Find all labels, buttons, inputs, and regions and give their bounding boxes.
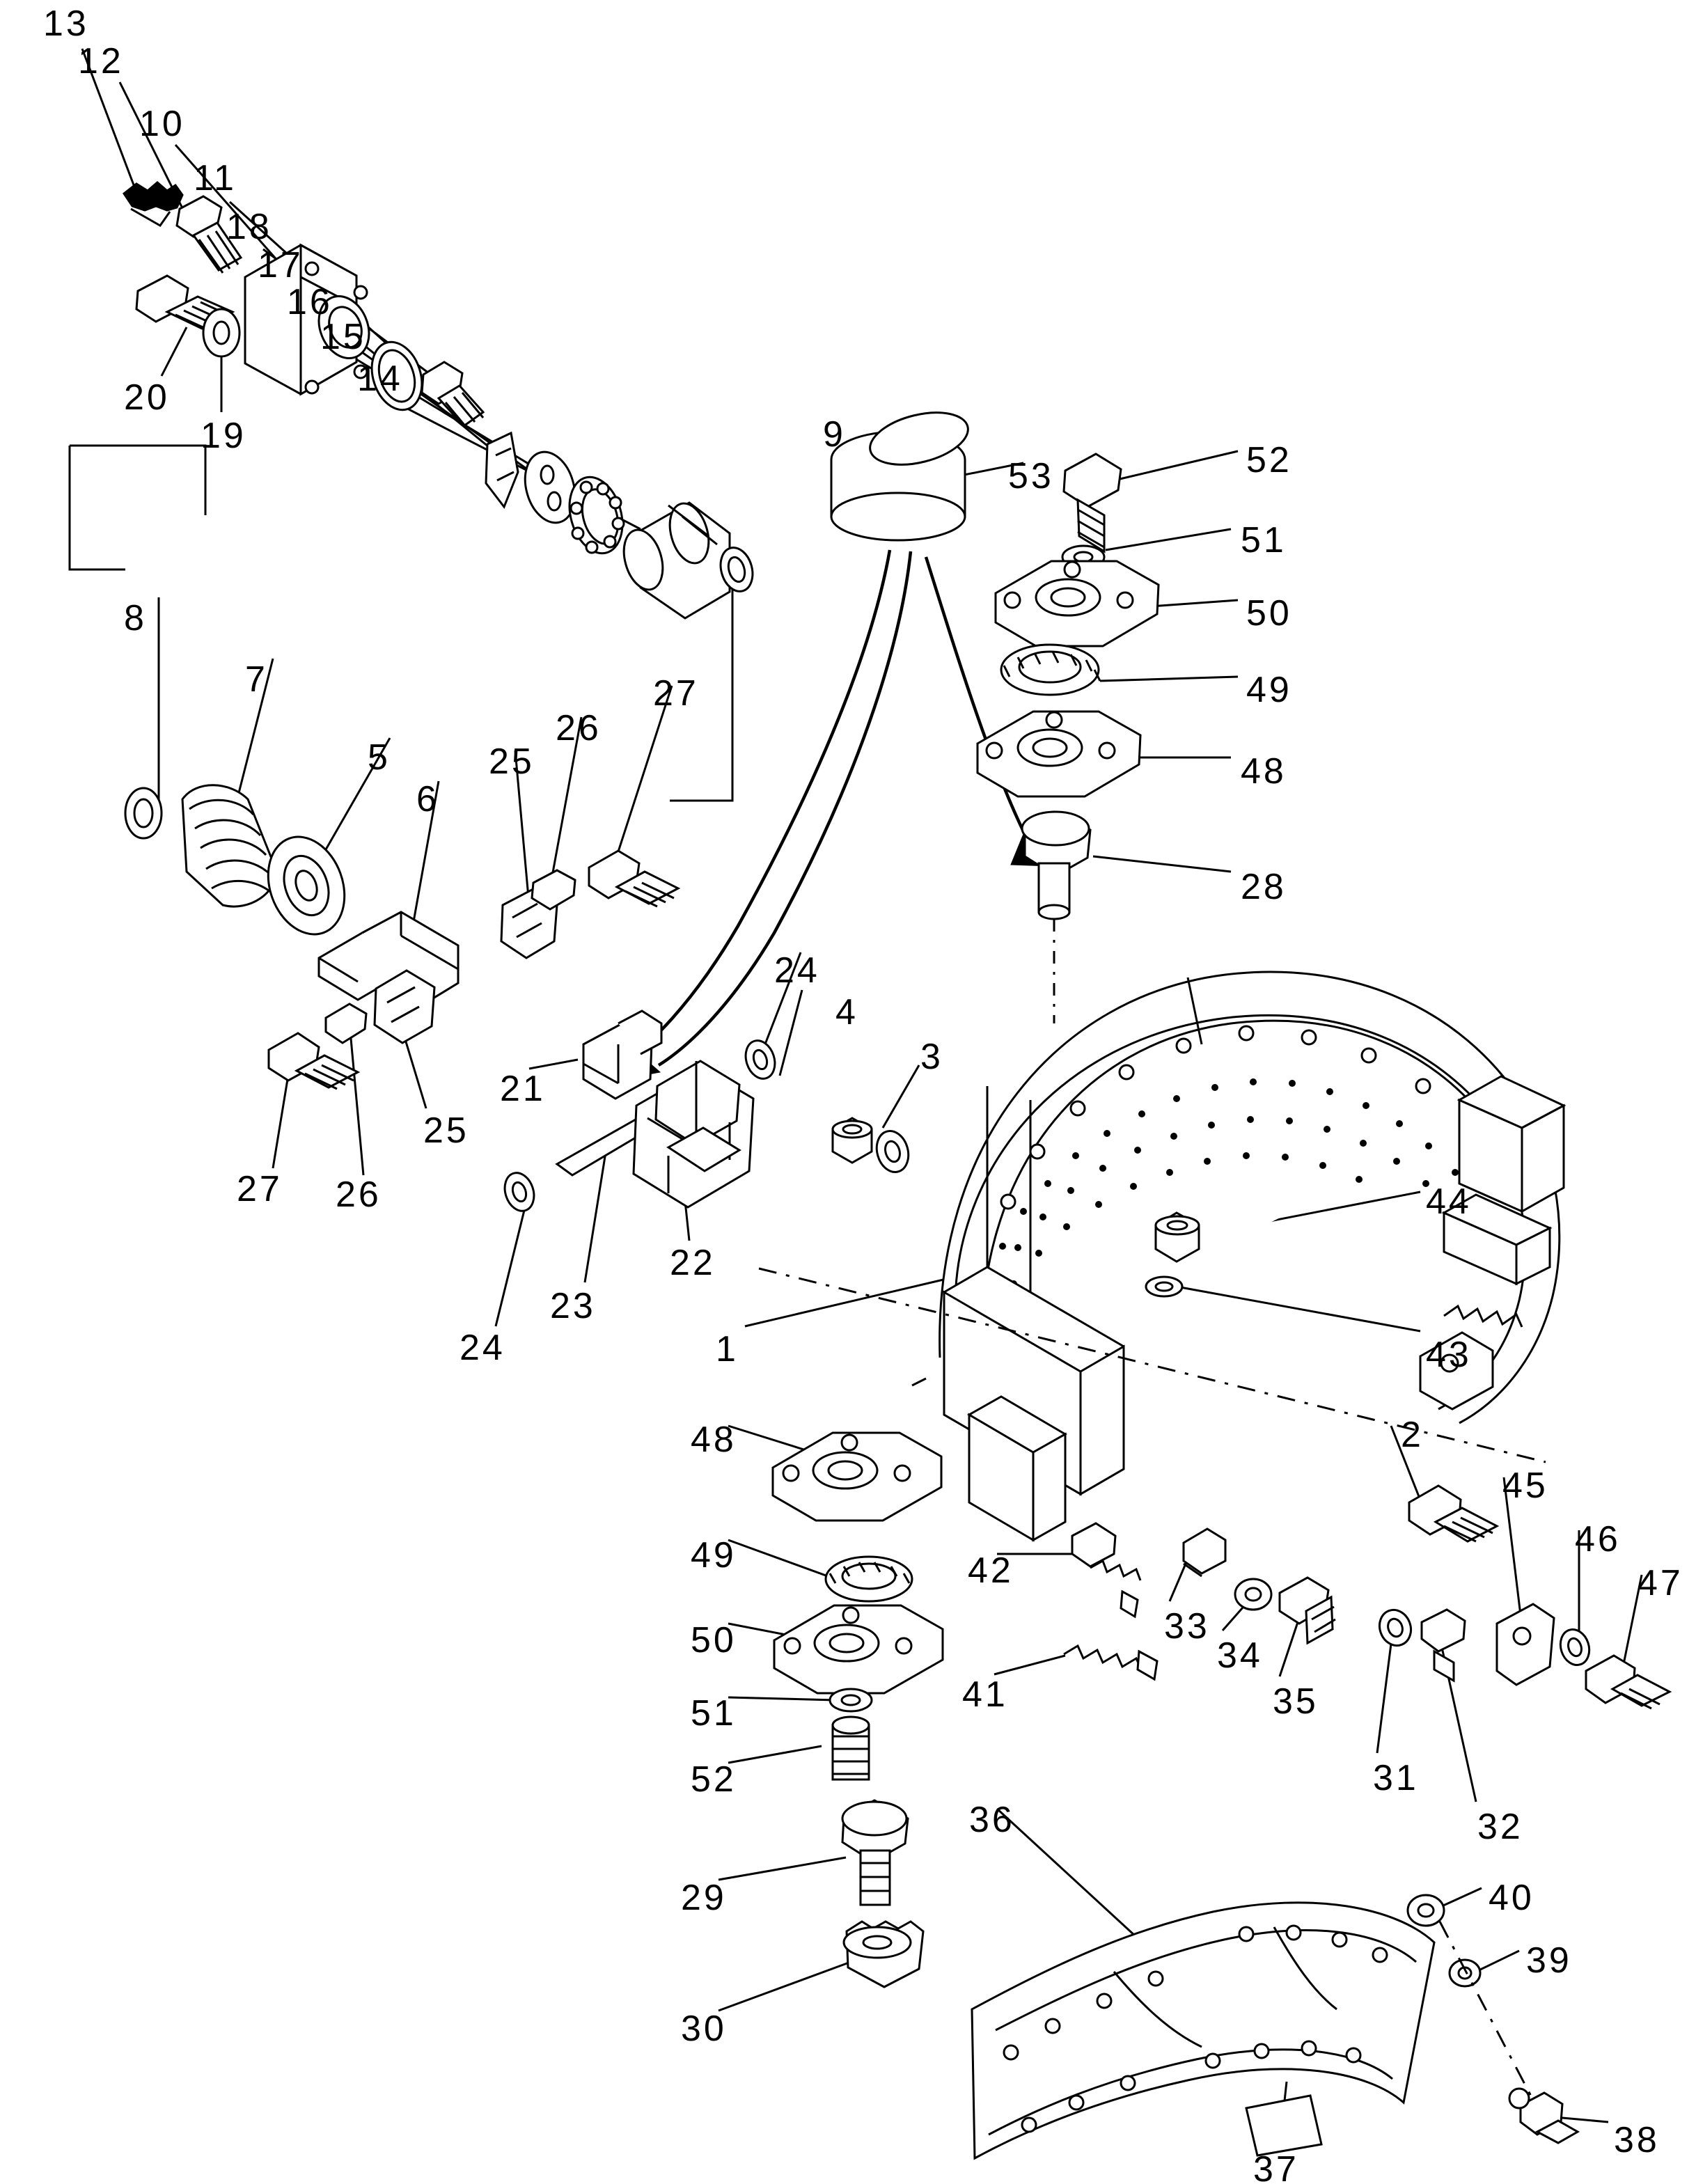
- callout-23: 23: [550, 1286, 596, 1326]
- callout-29: 29: [681, 1878, 727, 1918]
- callout-19: 19: [201, 416, 246, 456]
- callout-12: 12: [78, 41, 124, 81]
- callout-53: 53: [1008, 456, 1054, 496]
- callout-5: 5: [368, 737, 391, 778]
- callout-6: 6: [416, 779, 439, 819]
- callout-33: 33: [1164, 1606, 1210, 1647]
- callout-37: 37: [1253, 2149, 1299, 2184]
- callout-25-upper: 25: [489, 741, 535, 782]
- callout-31: 31: [1373, 1758, 1419, 1798]
- callout-10: 10: [139, 104, 185, 144]
- callout-1: 1: [716, 1329, 739, 1369]
- callout-44: 44: [1426, 1181, 1472, 1222]
- callout-27-lower: 27: [237, 1169, 283, 1209]
- callout-49-bottom: 49: [691, 1535, 737, 1576]
- callout-38: 38: [1614, 2120, 1660, 2160]
- callout-40: 40: [1489, 1878, 1534, 1918]
- callout-41: 41: [962, 1674, 1008, 1715]
- callout-21: 21: [500, 1069, 546, 1109]
- callout-51-top: 51: [1241, 520, 1287, 560]
- callout-15: 15: [320, 317, 366, 357]
- callout-50-bottom: 50: [691, 1620, 737, 1660]
- callout-50-top: 50: [1246, 593, 1292, 634]
- callout-25-lower: 25: [423, 1110, 469, 1151]
- callout-3: 3: [920, 1037, 943, 1077]
- callout-39: 39: [1526, 1940, 1572, 1981]
- callout-24-upper: 24: [774, 950, 820, 991]
- callout-20: 20: [124, 377, 170, 418]
- callout-22: 22: [670, 1243, 716, 1283]
- callout-14: 14: [357, 359, 403, 399]
- callout-52-top: 52: [1246, 440, 1292, 480]
- callout-52-bottom: 52: [691, 1759, 737, 1800]
- callout-26-lower: 26: [336, 1175, 382, 1215]
- callout-49-top: 49: [1246, 670, 1292, 710]
- callout-18: 18: [226, 207, 272, 247]
- callout-32: 32: [1477, 1807, 1523, 1847]
- callout-42: 42: [968, 1550, 1014, 1591]
- callout-24-lower: 24: [460, 1328, 505, 1368]
- callout-34: 34: [1217, 1635, 1263, 1676]
- callout-16: 16: [287, 282, 333, 322]
- callout-51-bottom: 51: [691, 1693, 737, 1734]
- callout-48-top: 48: [1241, 751, 1287, 792]
- callout-8: 8: [124, 598, 147, 638]
- callout-9: 9: [823, 414, 846, 455]
- callout-47: 47: [1638, 1563, 1683, 1603]
- callout-46: 46: [1575, 1519, 1621, 1560]
- callout-26-upper: 26: [556, 708, 602, 748]
- callout-28: 28: [1241, 867, 1287, 907]
- callout-11: 11: [194, 158, 237, 198]
- callout-36: 36: [969, 1800, 1015, 1840]
- callout-43: 43: [1426, 1335, 1472, 1375]
- callout-27-upper: 27: [653, 673, 699, 714]
- callout-2: 2: [1401, 1415, 1424, 1455]
- callout-7: 7: [245, 659, 268, 700]
- callout-13: 13: [43, 3, 89, 44]
- callout-35: 35: [1273, 1681, 1319, 1722]
- callout-4: 4: [835, 992, 858, 1032]
- callout-48-bottom: 48: [691, 1420, 737, 1460]
- callout-17: 17: [258, 245, 304, 285]
- callout-30: 30: [681, 2009, 727, 2049]
- callout-45: 45: [1502, 1466, 1548, 1506]
